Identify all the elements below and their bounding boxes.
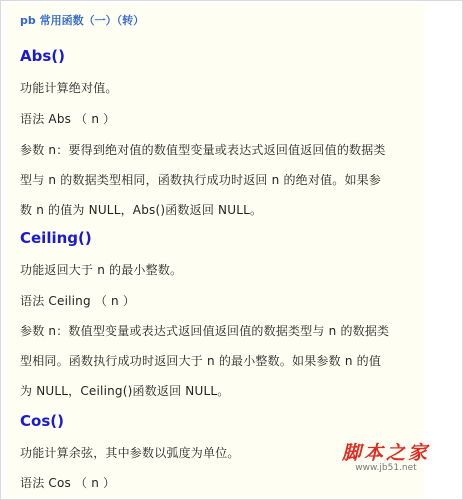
abs-function-line: 功能计算绝对值。 [20,81,118,95]
cos-syntax-line: 语法 Cos （ n ） [20,476,116,490]
heading-ceiling: Ceiling() [20,229,92,247]
site-watermark [342,438,430,473]
abs-param-line-2: 型与 n 的数据类型相同，函数执行成功时返回 n 的绝对值。如果参 [20,173,382,187]
watermark-url: www.jb51.net [355,463,417,473]
article-panel [6,4,424,498]
heading-abs: Abs() [20,47,65,65]
watermark-logo-text: 脚本之家 [341,442,430,464]
article-title: pb 常用函数（一）（转） [20,14,145,27]
ceiling-param-line-2: 型相同。函数执行成功时返回大于 n 的最小整数。如果参数 n 的值 [20,354,382,368]
ceiling-param-line-1: 参数 n：数值型变量或表达式返回值返回值的数据类型与 n 的数据类 [20,324,390,338]
ceiling-syntax-line: 语法 Ceiling （ n ） [20,294,136,308]
cos-function-line: 功能计算余弦，其中参数以弧度为单位。 [20,446,240,460]
abs-param-line-1: 参数 n：要得到绝对值的数值型变量或表达式返回值返回值的数据类 [20,143,386,157]
abs-param-line-3: 数 n 的值为 NULL，Abs()函数返回 NULL。 [20,203,263,217]
ceiling-param-line-3: 为 NULL，Ceiling()函数返回 NULL。 [20,384,230,398]
abs-syntax-line: 语法 Abs （ n ） [20,112,116,126]
heading-cos: Cos() [20,412,64,430]
ceiling-function-line: 功能返回大于 n 的最小整数。 [20,263,183,277]
